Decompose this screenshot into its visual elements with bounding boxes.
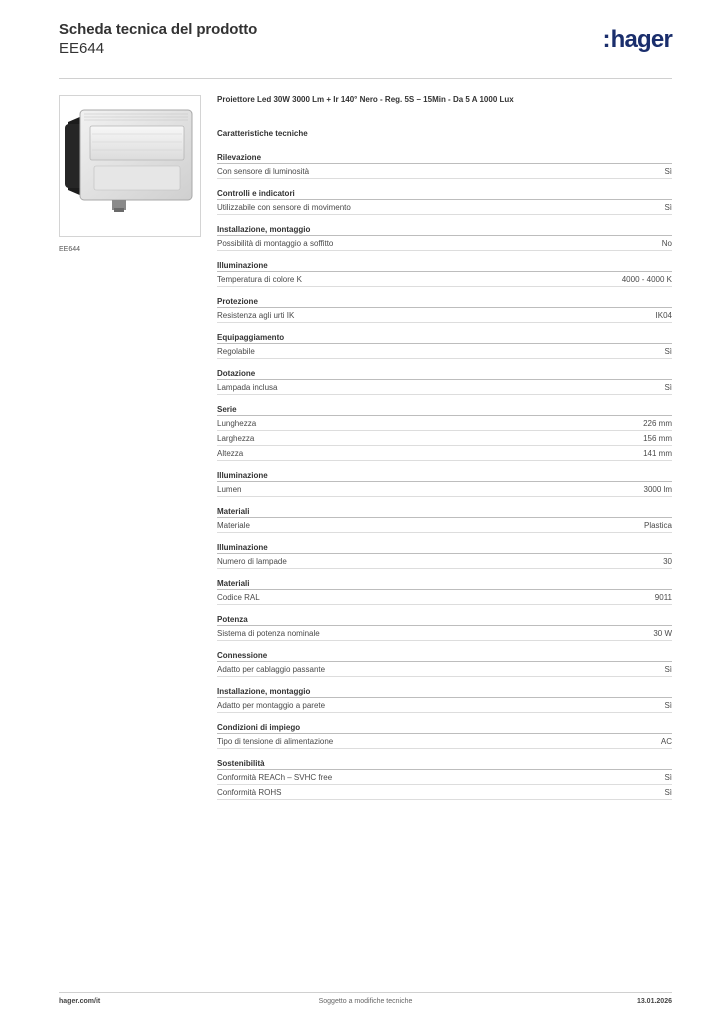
- spec-group-title: Potenza: [217, 613, 672, 626]
- spec-value: Sì: [664, 347, 672, 356]
- spec-value: 3000 lm: [643, 485, 672, 494]
- spec-row: [217, 785, 672, 800]
- spec-row: [217, 518, 672, 533]
- spec-value: 156 mm: [643, 434, 672, 443]
- spec-row: [217, 380, 672, 395]
- spec-label: Utilizzabile con sensore di movimento: [217, 203, 351, 212]
- floodlight-illustration: [60, 96, 200, 236]
- spec-value: Sì: [664, 383, 672, 392]
- spec-label: Possibilità di montaggio a soffitto: [217, 239, 334, 248]
- spec-value: IK04: [655, 311, 672, 320]
- spec-group: [217, 577, 672, 605]
- spec-label: Altezza: [217, 449, 244, 458]
- spec-value: Sì: [664, 167, 672, 176]
- spec-label: Temperatura di colore K: [217, 275, 302, 284]
- spec-value: AC: [660, 737, 672, 746]
- spec-value: Sì: [664, 773, 672, 782]
- spec-group: [217, 403, 672, 461]
- spec-row: [217, 200, 672, 215]
- footer-date: 13.01.2026: [636, 998, 672, 1005]
- spec-value: Sì: [664, 203, 672, 212]
- spec-value: 9011: [654, 593, 672, 602]
- spec-label: Larghezza: [217, 434, 255, 443]
- spec-row: [217, 590, 672, 605]
- spec-label: Conformità ROHS: [217, 788, 282, 797]
- spec-value: No: [661, 239, 672, 248]
- page-header: [59, 20, 672, 66]
- spec-group-title: Protezione: [217, 295, 672, 308]
- spec-label: Materiale: [217, 521, 250, 530]
- spec-group-title: Dotazione: [217, 367, 672, 380]
- spec-row: [217, 662, 672, 677]
- spec-row: [217, 236, 672, 251]
- spec-row: [217, 416, 672, 431]
- spec-row: [217, 308, 672, 323]
- spec-group: [217, 721, 672, 749]
- footer-website: hager.com/it: [59, 998, 101, 1005]
- spec-value: Sì: [664, 701, 672, 710]
- spec-group: [217, 331, 672, 359]
- logo-mark-icon: :: [602, 26, 610, 53]
- spec-group: [217, 469, 672, 497]
- spec-row: [217, 164, 672, 179]
- spec-group-title: Installazione, montaggio: [217, 685, 672, 698]
- spec-group-title: Equipaggiamento: [217, 331, 672, 344]
- document-title: Scheda tecnica del prodotto: [59, 21, 258, 38]
- spec-group-title: Illuminazione: [217, 541, 672, 554]
- product-code: EE644: [59, 40, 105, 57]
- spec-value: 141 mm: [643, 449, 672, 458]
- spec-label: Lunghezza: [217, 419, 257, 428]
- spec-row: [217, 698, 672, 713]
- spec-label: Conformità REACh – SVHC free: [217, 773, 333, 782]
- page-footer: [59, 998, 672, 1010]
- spec-group: [217, 223, 672, 251]
- footer-divider: [59, 992, 672, 993]
- specs-content: [217, 94, 672, 808]
- spec-group-title: Illuminazione: [217, 259, 672, 272]
- spec-group-title: Materiali: [217, 505, 672, 518]
- spec-label: Regolabile: [217, 347, 255, 356]
- logo-text: hager: [610, 26, 672, 53]
- spec-group: [217, 541, 672, 569]
- spec-value: Plastica: [643, 521, 672, 530]
- spec-row: [217, 272, 672, 287]
- product-description: Proiettore Led 30W 3000 Lm + Ir 140° Nero - Reg. 5S – 15Min - Da 5 A 1000 Lux: [217, 95, 514, 104]
- spec-value: Sì: [664, 788, 672, 797]
- spec-group: [217, 505, 672, 533]
- spec-group: [217, 613, 672, 641]
- product-image: [59, 95, 201, 237]
- spec-group: [217, 151, 672, 179]
- spec-value: Sì: [664, 665, 672, 674]
- spec-group-title: Materiali: [217, 577, 672, 590]
- spec-label: Lampada inclusa: [217, 383, 278, 392]
- spec-label: Con sensore di luminosità: [217, 167, 310, 176]
- spec-label: Tipo di tensione di alimentazione: [217, 737, 334, 746]
- spec-groups: [217, 151, 672, 800]
- section-title: Caratteristiche tecniche: [217, 129, 308, 138]
- spec-label: Adatto per montaggio a parete: [217, 701, 326, 710]
- spec-group-title: Rilevazione: [217, 151, 672, 164]
- spec-group-title: Installazione, montaggio: [217, 223, 672, 236]
- spec-value: 30: [663, 557, 672, 566]
- spec-row: [217, 734, 672, 749]
- spec-group: [217, 367, 672, 395]
- spec-group: [217, 295, 672, 323]
- spec-row: [217, 770, 672, 785]
- spec-value: 30 W: [653, 629, 672, 638]
- spec-group-title: Controlli e indicatori: [217, 187, 672, 200]
- spec-group-title: Sostenibilità: [217, 757, 672, 770]
- hager-logo: [602, 26, 672, 54]
- spec-label: Codice RAL: [217, 593, 260, 602]
- spec-group-title: Serie: [217, 403, 672, 416]
- spec-group: [217, 259, 672, 287]
- spec-value: 4000 - 4000 K: [621, 275, 672, 284]
- spec-label: Adatto per cablaggio passante: [217, 665, 326, 674]
- spec-label: Sistema di potenza nominale: [217, 629, 320, 638]
- spec-group-title: Illuminazione: [217, 469, 672, 482]
- spec-label: Resistenza agli urti IK: [217, 311, 295, 320]
- spec-group: [217, 649, 672, 677]
- spec-label: Lumen: [217, 485, 242, 494]
- header-divider: [59, 78, 672, 79]
- spec-row: [217, 482, 672, 497]
- spec-group-title: Connessione: [217, 649, 672, 662]
- spec-row: [217, 431, 672, 446]
- spec-row: [217, 446, 672, 461]
- spec-group: [217, 685, 672, 713]
- spec-label: Numero di lampade: [217, 557, 287, 566]
- image-caption: EE644: [59, 246, 81, 253]
- spec-group: [217, 757, 672, 800]
- spec-row: [217, 626, 672, 641]
- spec-value: 226 mm: [643, 419, 672, 428]
- spec-row: [217, 554, 672, 569]
- spec-group-title: Condizioni di impiego: [217, 721, 672, 734]
- spec-row: [217, 344, 672, 359]
- spec-group: [217, 187, 672, 215]
- footer-note: Soggetto a modifiche tecniche: [318, 998, 413, 1005]
